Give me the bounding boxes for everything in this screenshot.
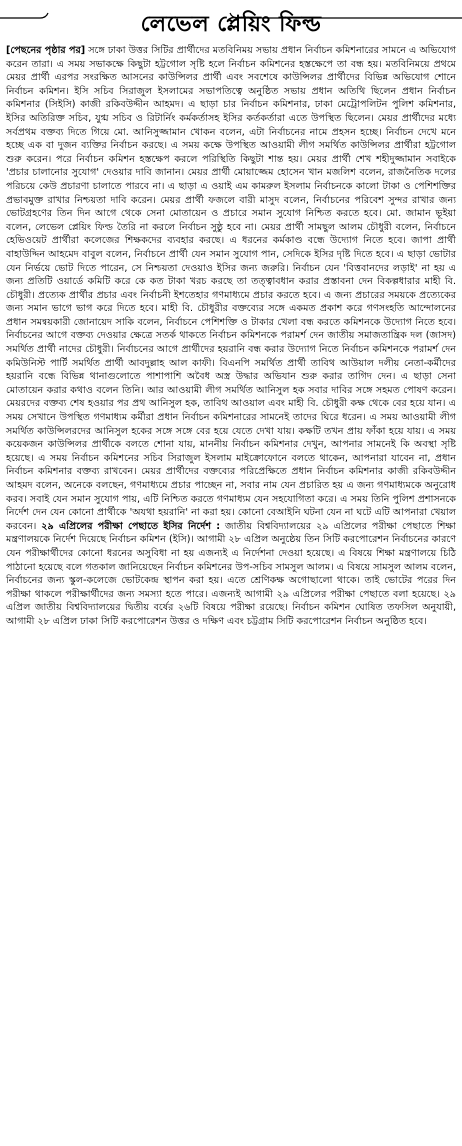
paragraph-1-text: সঙ্গে ঢাকা উত্তর সিটির প্রার্থীদের মতবিনিময় সভায় প্রধান নির্বাচন কমিশনারের সামনে এ অভিযোগ করেন তারা। এ সময় সভাকক্ষে কিছুটা হট্টগোল সৃষ্টি হলে নির্বাচন কমিশনের হস্তক্ষেপে তা বন্ধ হয়। মতবিনিময়ে প্রথমে মেয়র প্রার্থী এরপর সংরক্ষিত আসনের কাউন্সিলর প্রার্থী এবং সবশেষে কাউন্সিলর প্রার্থীদের বিভিন্ন অভিযোগ শোনে নির্বাচন কমিশন। ইসি সচিব সিরাজুল ইসলামের সভাপতিত্বে অনুষ্ঠিত সভায় প্রধান অতিথি ছিলেন প্রধান নির্বাচন কমিশনার (সিইসি) কাজী রকিবউদ্দীন আহমদ। এ ছাড়া চার নির্বাচন কমিশনার, ঢাকা মেট্রোপলিটন পুলিশ কমিশনার, ইসির অতিরিক্ত সচিব, যুগ্ম সচিব ও রিটার্নিং কর্মকর্তাসহ ইসির কর্তকর্তারা এতে উপস্থিত ছিলেন। মেয়র প্রার্থীদের মধ্যে সর্বপ্রথম বক্তব্য দিতে গিয়ে মো. আনিসুজ্জামান খোকন বলেন, এটা নির্বাচনের নামে প্রহসন হচ্ছে। নির্বাচন দেখে মনে হচ্ছে এক বা দুজন ব্যক্তির নির্বাচন করছে। এ সময় কক্ষে উপস্থিত আওয়ামী লীগ সমর্থিত কাউন্সিলর প্রার্থীরা হট্টগোল শুরু করেন। পরে নির্বাচন কমিশন হস্তক্ষেপ করলে পরিস্থিতি কিছুটা শান্ত হয়। মেয়র প্রার্থী শেখ শহীদুজ্জামান সবাইকে 'প্রচার চালানোর সুযোগ' দেওয়ার দাবি জানান। মেয়র প্রার্থী মোয়াজ্জেম হোসেন খান মজলিশ বলেন, রাজনৈতিক দলের পরিচয়ে কেউ প্রচারণা চালাতে পারবে না। এ ছাড়া এ ওয়াই এম কামরুল ইসলাম নির্বাচনকে কালো টাকা ও পেশিশক্তির প্রভাবমুক্ত রাখার নিশ্চয়তা দাবি করেন। মেয়র প্রার্থী ফজলে বারী মাসুদ বলেন, নির্বাচনের পরিবেশ সুন্দর রাখার জন্য ভোটগ্রহণের তিন দিন আগে থেকে সেনা মোতায়েন ও প্রচারে সমান সুযোগ নিশ্চিত করতে হবে। মো. জামান ভূইয়া বলেন, লেভেল প্লেয়িং ফিল্ড তৈরি না করলে নির্বাচন সুষ্ঠু হবে না। মেয়র প্রার্থী সামছুল আলম চৌধুরী বলেন, নির্বাচনে হেভিওয়েট প্রার্থীরা কলেজের শিক্ষকদের ব্যবহার করছে। এ ধরনের কর্মকাণ্ড বন্ধে উদ্যোগ নিতে হবে। জাপা প্রার্থী বাহাউদ্দিন আহমেদ বাবুল বলেন, নির্বাচনে প্রার্থী যেন সমান সুযোগ পান, সেদিকে ইসির দৃষ্টি দিতে হবে। এ ছাড়া ভোটার যেন নির্ভয়ে ভোট দিতে পারেন, সে নিশ্চয়তা দেওয়াও ইসির জন্য জরুরি। নির্বাচন যেন 'বিত্তবানদের লড়াই' না হয় এ জন্য প্রতিটি ওয়ার্ডে কমিটি করে কে কত টাকা খরচ করছে তা তত্ত্বাবধান করার প্রস্তাবনা দেন বিকল্পধারার মাহী বি. চৌধুরী। প্রত্যেক প্রার্থীর প্রচার এবং নির্বাচনী ইশতেহার গণমাধ্যমে প্রচার করতে হবে। এ জন্য প্রচারের সময়কে প্রত্যেকের জন্য সমান ভাগে ভাগ করে দিতে হবে। মাহী বি. চৌধুরীর বক্তব্যের সঙ্গে একমত প্রকাশ করে গণসংহতি আন্দোলনের প্রধান সমন্বয়কারী জোনায়েদ সাকি বলেন, নির্বাচনে পেশিশক্তি ও টাকার খেলা বন্ধ করতে কমিশনকে উদ্যোগ নিতে হবে। নির্বাচনের আগে বক্তব্য দেওয়ার ক্ষেত্রে সতর্ক থাকতে নির্বাচন কমিশনকে পরামর্শ দেন জাতীয় সমাজতান্ত্রিক দল (জাসদ) সমর্থিত প্রার্থী নাদের চৌধুরী। নির্বাচনের আগে প্রার্থীদের হয়রানি বন্ধ করার উদ্যোগ নিতে নির্বাচন কমিশনকে পরামর্শ দেন কমিউনিস্ট পার্টি সমর্থিত প্রার্থী আবদুল্লাহ আল কাফী। বিএনপি সমর্থিত প্রার্থী তাবিথ আউয়াল দলীয় নেতা-কর্মীদের হয়রানি বন্ধে বিভিন্ন থানাগুলোতে পাশাপাশি অবৈধ অস্ত্র উদ্ধার অভিযান শুরু করার তাগিদ দেন। এ ছাড়া সেনা মোতায়েন করার কথাও বলেন তিনি। আর আওয়ামী লীগ সমর্থিত আনিসুল হক সবার দাবির সঙ্গে সহমত পোষণ করেন। মেয়রদের বক্তব্য শেষ হওয়ার পর প্রথ আনিসুল হক, তাবিথ আওয়াল এবং মাহী বি. চৌধুরী কক্ষ থেকে বের হয়ে যান। এ সময় সেখানে উপস্থিত গণমাধ্যম কর্মীরা প্রধান নির্বাচন কমিশনারের সামনেই তাদের ঘিরে ধরেন। এ সময় আওয়ামী লীগ সমর্থিত কাউন্সিলরদের আনিসুল হকের সঙ্গে সঙ্গে বের হয়ে যেতে দেখা যায়। কক্ষটি তখন প্রায় ফাঁকা হয়ে যায়। এ সময় কয়েকজন কাউন্সিলর প্রার্থীকে বলতে শোনা যায়, মাননীয় নির্বাচন কমিশনার দেখুন, আপনার সামনেই কি অবস্থা সৃষ্টি হয়েছে। এ সময় নির্বাচন কমিশনের সচিব সিরাজুল ইসলাম মাইক্রোফোনে বলতে থাকেন, আপনারা যাবেন না, প্রধান নির্বাচন কমিশনার বক্তব্য রাখবেন। মেয়র প্রার্থীদের বক্তব্যের পরিপ্রেক্ষিতে প্রধান নির্বাচন কমিশনার কাজী রকিবউদ্দীন আহমদ বলেন, অনেকে বলছেন, গণমাধ্যমে প্রচার পাচ্ছেন না, সবার নাম যেন প্রচারিত হয় এ জন্য গণমাধ্যমকে অনুরোধ করব। সবাই যেন সমান সুযোগ পায়, এটি নিশ্চিত করতে গণমাধ্যম যেন সহযোগিতা করে। এ সময় তিনি পুলিশ প্রশাসনকে নির্দেশ দেন যেন কোনো প্রার্থীকে 'অযথা হয়রানি' না করা হয়। কোনো বেআইনি ঘটনা যেন না ঘটে এটি আপনারা খেয়াল করবেন।: [6, 45, 456, 532]
newspaper-page: [0, 12, 462, 1146]
continuation-label: [পেছনের পৃষ্ঠার পর]: [6, 45, 86, 56]
top-border-rule: [0, 12, 462, 18]
paragraph-2-text: জাতীয় বিশ্ববিদ্যালয়ের ২৯ এপ্রিলের পরীক্ষা পেছাতে শিক্ষা মন্ত্রণালয়কে নির্দেশ দিয়েছে নির্বাচন কমিশন (ইসি)। আগামী ২৮ এপ্রিল অনুষ্ঠেয় তিন সিটি করপোরেশন নির্বাচনের কারণে যেন পরীক্ষার্থীদের কোনো ধরনের অসুবিধা না হয় এজন্যই এ নির্দেশনা দেওয়া হয়েছে। এ বিষয়ে শিক্ষা মন্ত্রণালয়ে চিঠি পাঠানো হয়েছে বলে গতকাল জানিয়েছেন নির্বাচন কমিশনের উপ-সচিব সামসুল আলম। এ বিষয়ে সামসুল আলম বলেন, নির্বাচনের জন্য স্কুল-কলেজে ভোটকেন্দ্র স্থাপন করা হয়। এতে শ্রেণিকক্ষ অগোছালো থাকে। তাই ভোটের পরের দিন পরীক্ষা থাকলে পরীক্ষার্থীদের জন্য সমস্যা হতে পারে। এজন্যই আগামী ২৯ এপ্রিলের পরীক্ষা পেছাতে বলা হয়েছে। ২৯ এপ্রিল জাতীয় বিশ্ববিদ্যালয়ের দ্বিতীয় বর্ষের ২৬টি বিষয়ে পরীক্ষা রয়েছে। নির্বাচন কমিশন ঘোষিত তফসিল অনুযায়ী, আগামী ২৮ এপ্রিল ঢাকা সিটি করপোরেশন উত্তর ও দক্ষিণ এবং চট্টগ্রাম সিটি করপোরেশন নির্বাচন অনুষ্ঠিত হবে।: [6, 520, 456, 627]
article-body: [6, 44, 456, 629]
top-border-rule-graphic: [0, 12, 462, 20]
article-paragraph-1: [6, 44, 456, 629]
headline: লেভেল প্লেয়িং ফিল্ড: [140, 12, 322, 37]
subhead: ২৯ এপ্রিলের পরীক্ষা পেছাতে ইসির নির্দেশ :: [41, 520, 221, 532]
